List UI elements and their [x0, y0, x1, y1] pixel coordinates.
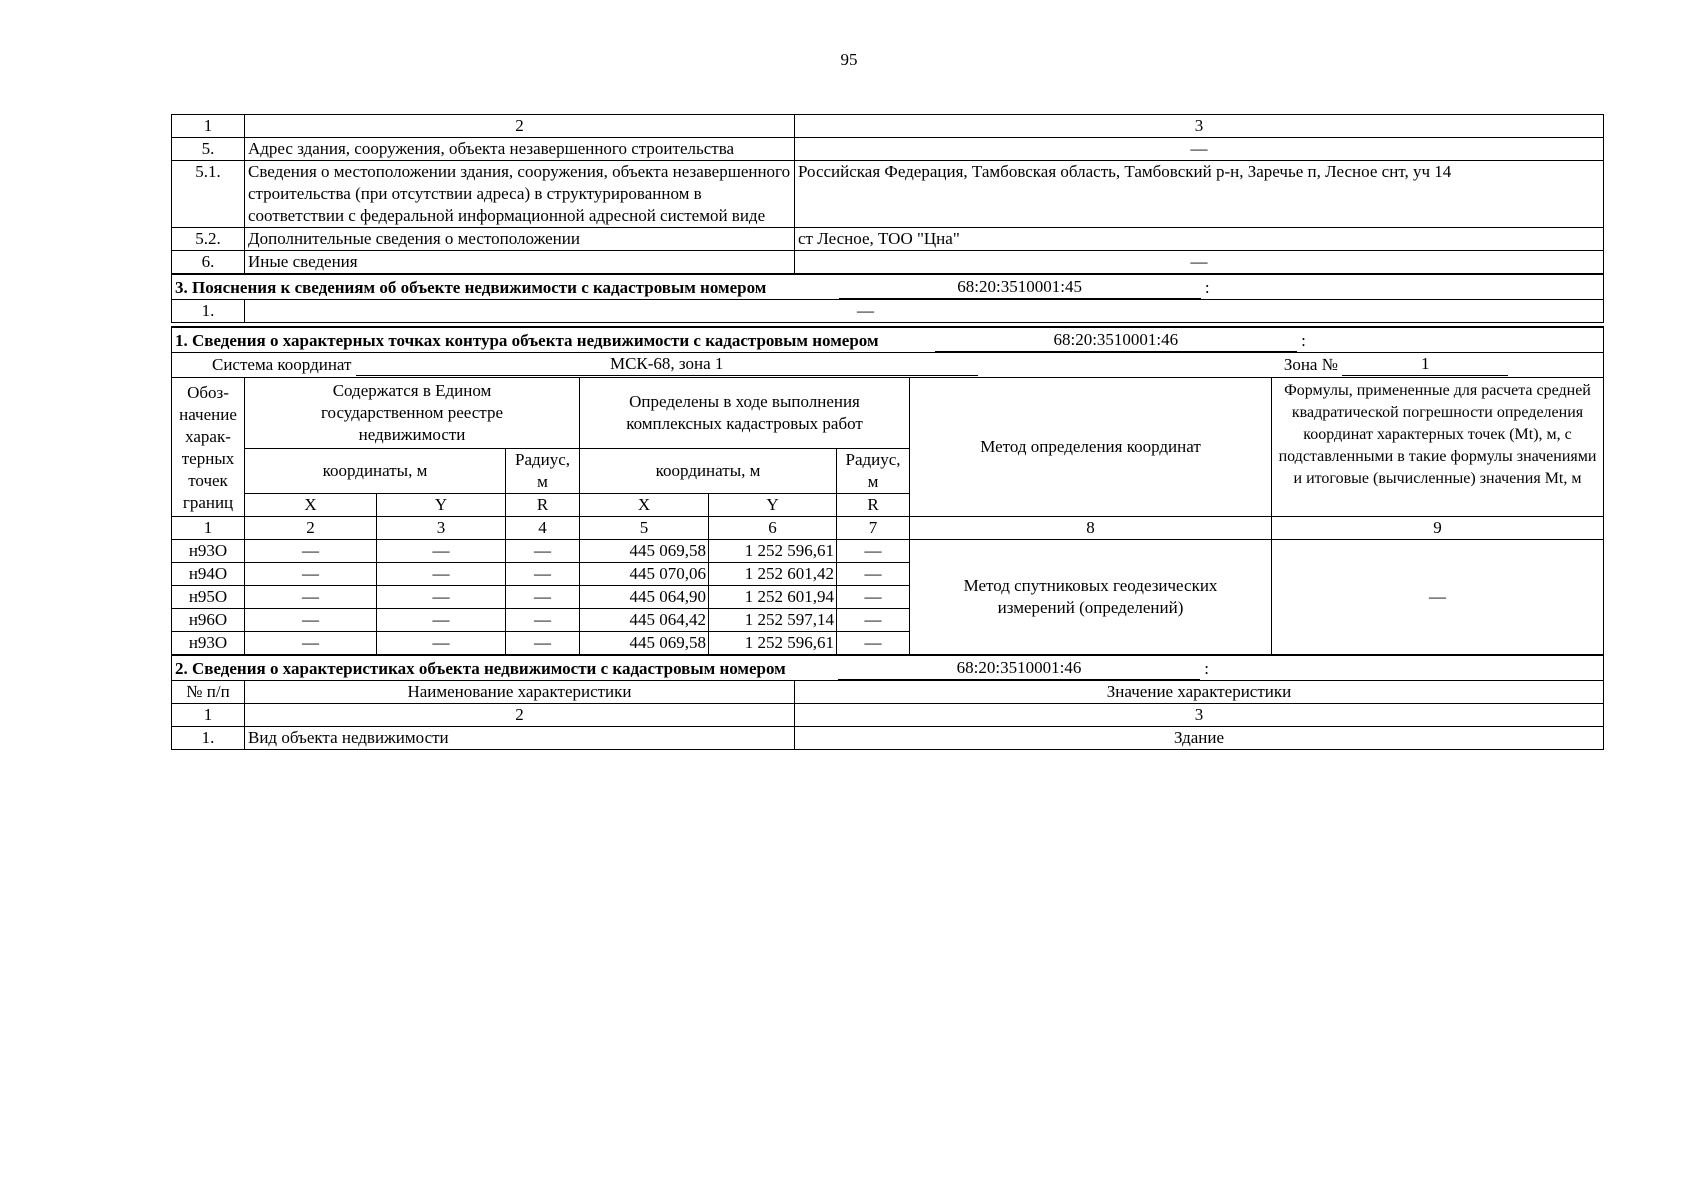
col-number: 6: [709, 517, 837, 540]
radius-header: Радиус, м: [506, 449, 580, 494]
point-r: —: [837, 563, 910, 586]
row-value: ст Лесное, ТОО "Цна": [795, 228, 1604, 251]
point-x: 445 070,06: [580, 563, 709, 586]
row-value: —: [245, 300, 1604, 323]
point-y-egrn: —: [377, 586, 506, 609]
x-header: X: [580, 494, 709, 517]
table-row: [172, 300, 1604, 323]
section3-title: 3. Пояснения к сведениям об объекте недвижимости с кадастровым номером: [175, 278, 767, 297]
row-value: Здание: [795, 727, 1604, 750]
page-number: 95: [840, 50, 858, 69]
point-y: 1 252 601,94: [709, 586, 837, 609]
row-number: 5.2.: [172, 228, 245, 251]
document-body: [171, 114, 1603, 750]
col-number: 1: [172, 704, 245, 727]
col-number: 1: [172, 517, 245, 540]
row-name: Сведения о местоположении здания, сооружения, объекта незавершенного строительства (при отсутствии адреса) в структурированном в соответствии с федеральной информационной адресной системой виде: [245, 161, 795, 228]
row-value: —: [795, 251, 1604, 275]
col-number: 3: [377, 517, 506, 540]
point-name: н95О: [172, 586, 245, 609]
row-name: Дополнительные сведения о местоположении: [245, 228, 795, 251]
characteristics-table: [171, 654, 1604, 750]
r-header: R: [506, 494, 580, 517]
row-number: 5.1.: [172, 161, 245, 228]
section2-header: [172, 655, 1604, 681]
point-y: 1 252 596,61: [709, 632, 837, 655]
col-number: 2: [245, 704, 795, 727]
col-number: 2: [245, 517, 377, 540]
row-number: 1.: [172, 727, 245, 750]
column-number-row: [172, 517, 1604, 540]
row-number: 5.: [172, 138, 245, 161]
point-r: —: [837, 609, 910, 632]
row-number: 6.: [172, 251, 245, 275]
col-number: 7: [837, 517, 910, 540]
section1-colon: :: [1301, 331, 1306, 350]
coords-header: координаты, м: [580, 449, 837, 494]
designation-header: Обоз-начение харак-терных точек границ: [172, 378, 245, 517]
point-r: —: [837, 540, 910, 563]
table-row: [172, 161, 1604, 228]
point-x: 445 069,58: [580, 540, 709, 563]
point-r-egrn: —: [506, 586, 580, 609]
col-number: 8: [910, 517, 1272, 540]
point-x-egrn: —: [245, 563, 377, 586]
coordinate-system-row: [172, 353, 1604, 378]
formula-value: —: [1272, 540, 1604, 655]
point-y-egrn: —: [377, 540, 506, 563]
number-header: № п/п: [172, 681, 245, 704]
point-y: 1 252 596,61: [709, 540, 837, 563]
section2-colon: :: [1204, 659, 1209, 678]
section3-header: [172, 274, 1604, 300]
egrn-header: Содержатся в Едином государственном реестре недвижимости: [245, 378, 580, 449]
section1-header: [172, 327, 1604, 353]
point-r: —: [837, 586, 910, 609]
point-x-egrn: —: [245, 632, 377, 655]
section2-cadastral-number: 68:20:3510001:46: [838, 657, 1200, 680]
point-name: н94О: [172, 563, 245, 586]
row-value: Российская Федерация, Тамбовская область, Тамбовский р-н, Заречье п, Лесное снт, уч 14: [795, 161, 1604, 228]
row-name: Вид объекта недвижимости: [245, 727, 795, 750]
point-y-egrn: —: [377, 609, 506, 632]
y-header: Y: [377, 494, 506, 517]
coords-header: координаты, м: [245, 449, 506, 494]
x-header: X: [245, 494, 377, 517]
points-grid: [171, 377, 1604, 655]
method-header: Метод определения координат: [910, 378, 1272, 517]
point-r: —: [837, 632, 910, 655]
point-row: [172, 540, 1604, 563]
coord-system-value: МСК-68, зона 1: [356, 353, 978, 376]
row-name: Иные сведения: [245, 251, 795, 275]
point-x-egrn: —: [245, 540, 377, 563]
column-number-row: [172, 704, 1604, 727]
table-row: [172, 228, 1604, 251]
column-number-row: [172, 115, 1604, 138]
point-name: н96О: [172, 609, 245, 632]
section3-cadastral-number: 68:20:3510001:45: [839, 276, 1201, 299]
table-row: [172, 727, 1604, 750]
point-r-egrn: —: [506, 609, 580, 632]
kkr-header: Определены в ходе выполнения комплексных кадастровых работ: [580, 378, 910, 449]
zone-value: 1: [1342, 353, 1508, 376]
col-number: 9: [1272, 517, 1604, 540]
point-x-egrn: —: [245, 609, 377, 632]
header-row: [172, 378, 1604, 449]
section1-cadastral-number: 68:20:3510001:46: [935, 329, 1297, 352]
col-number: 4: [506, 517, 580, 540]
section2-title: 2. Сведения о характеристиках объекта недвижимости с кадастровым номером: [175, 659, 786, 678]
formulas-header: Формулы, примененные для расчета средней квадратической погрешности определения координат характерных точек (Mt), м, с подставленными в такие формулы значениями и итоговые (вычисленные) значения Mt, м: [1272, 378, 1604, 517]
point-y: 1 252 597,14: [709, 609, 837, 632]
section3-colon: :: [1204, 278, 1210, 297]
point-r-egrn: —: [506, 632, 580, 655]
address-table: [171, 114, 1604, 323]
point-x: 445 069,58: [580, 632, 709, 655]
value-header: Значение характеристики: [795, 681, 1604, 704]
method-value: Метод спутниковых геодезических измерений (определений): [910, 540, 1272, 655]
point-y: 1 252 601,42: [709, 563, 837, 586]
table-row: [172, 251, 1604, 275]
point-r-egrn: —: [506, 540, 580, 563]
zone-label: Зона №: [1283, 355, 1338, 374]
y-header: Y: [709, 494, 837, 517]
point-name: н93О: [172, 632, 245, 655]
col-number: 5: [580, 517, 709, 540]
section1-title: 1. Сведения о характерных точках контура объекта недвижимости с кадастровым номером: [175, 331, 879, 350]
point-x: 445 064,90: [580, 586, 709, 609]
point-y-egrn: —: [377, 632, 506, 655]
col-number: 1: [172, 115, 245, 138]
header-row: [172, 681, 1604, 704]
r-header: R: [837, 494, 910, 517]
point-x-egrn: —: [245, 586, 377, 609]
points-table: [171, 326, 1604, 378]
name-header: Наименование характеристики: [245, 681, 795, 704]
point-y-egrn: —: [377, 563, 506, 586]
point-r-egrn: —: [506, 563, 580, 586]
col-number: 3: [795, 115, 1604, 138]
radius-header: Радиус, м: [837, 449, 910, 494]
table-row: [172, 138, 1604, 161]
coord-system-label: Система координат: [212, 355, 352, 374]
col-number: 3: [795, 704, 1604, 727]
point-x: 445 064,42: [580, 609, 709, 632]
col-number: 2: [245, 115, 795, 138]
row-value: —: [795, 138, 1604, 161]
point-name: н93О: [172, 540, 245, 563]
row-number: 1.: [172, 300, 245, 323]
row-name: Адрес здания, сооружения, объекта незавершенного строительства: [245, 138, 795, 161]
